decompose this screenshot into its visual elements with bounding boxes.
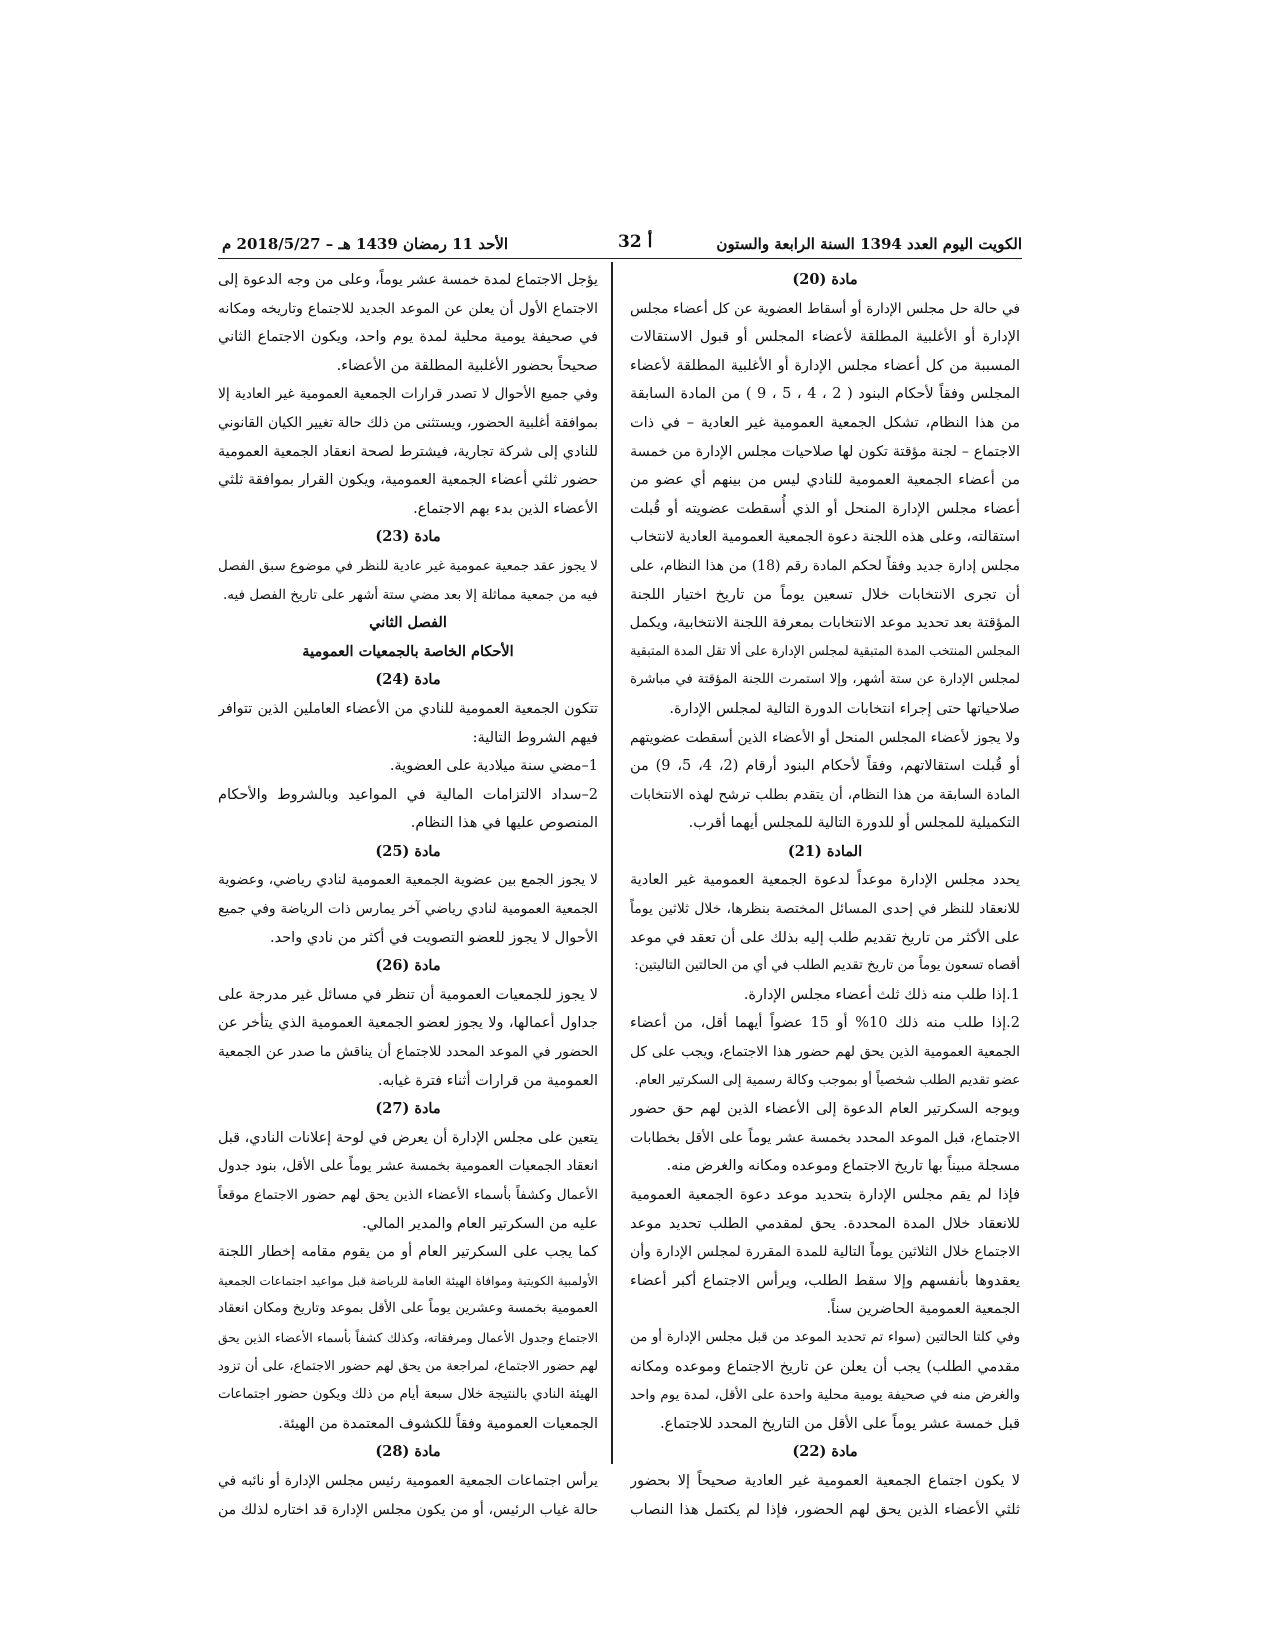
text-line: ثلثي الأعضاء الذين يحق لهم الحضور، فإذا لم يكتمل هذا النصاب (630, 1501, 1020, 1518)
right-column (630, 266, 1020, 1524)
text-line: الهيئة النادي بالنتيجة خلال سبعة أيام من ذلك ويكون حضور اجتماعات (218, 1387, 598, 1403)
text-line: لا يجوز للجمعيات العمومية أن تنظر في مسائل غير مدرجة على (218, 986, 598, 1003)
article-heading: الفصل الثاني (369, 614, 447, 632)
article-heading: مادة (23) (375, 528, 441, 546)
text-line: لا يجوز عقد جمعية عمومية غير عادية للنظر في موضوع سبق الفصل (218, 557, 598, 574)
text-line: أن تجرى الانتخابات خلال تسعين يوماً من تاريخ اختيار اللجنة (630, 586, 1020, 603)
article-heading: مادة (25) (375, 842, 441, 860)
text-line: الأعمال وكشفاً بأسماء الأعضاء الذين يحق لهم حضور الاجتماع موقعاً (218, 1187, 598, 1203)
text-line: الأعضاء الذين بدء بهم الاجتماع. (413, 500, 598, 517)
text-line: صحيحاً بحضور الأغلبية المطلقة من الأعضاء. (336, 357, 598, 374)
text-line: يؤجل الاجتماع لمدة خمسة عشر يوماً، وعلى من وجه الدعوة إلى (218, 272, 598, 288)
text-line: مقدمي الطلب) يجب أن يعلن عن تاريخ الاجتماع وموعده ومكانه (630, 1358, 1020, 1375)
text-line: الجمعية العمومية لنادي رياضي آخر يمارس ذات الرياضة وفي جميع (218, 901, 598, 918)
text-line: يعقدوها بأنفسهم وإلا سقط الطلب، ويرأس الاجتماع أكبر أعضاء (630, 1272, 1020, 1289)
text-line: فيه من جمعية مماثلة إلا بعد مضي ستة أشهر على تاريخ الفصل فيه. (222, 586, 598, 603)
text-line: لهم حضور الاجتماع، لمراجعة من يحق لهم حضور الاجتماع، على أن تزود (218, 1358, 598, 1374)
article-heading: مادة (28) (375, 1443, 441, 1461)
header-page-number: أ 32 (618, 232, 653, 252)
text-line: ولا يجوز لأعضاء المجلس المنحل أو الأعضاء الذين أسقطت عضويتهم (630, 729, 1020, 746)
text-line: جداول أعمالها، ولا يجوز لعضو الجمعية العمومية الذي يتأخر عن (218, 1015, 598, 1032)
header-date: الأحد 11 رمضان 1439 هـ – 2018/5/27 م (222, 235, 509, 253)
text-line: يحدد مجلس الإدارة موعداً لدعوة الجمعية العمومية غير العادية (630, 872, 1020, 889)
text-line: الاجتماع – لجنة مؤقتة تكون لها صلاحيات مجلس الإدارة من خمسة (630, 443, 1020, 460)
text-line: الاجتماع، قبل الموعد المحدد بخمسة عشر يوماً على الأقل بخطابات (630, 1129, 1020, 1146)
text-line: أعضاء مجلس الإدارة المنحل أو الذي أُسقطت عضويته أو قُبلت (630, 500, 1020, 517)
text-line: العمومية من قرارات أثناء فترة غيابه. (377, 1072, 598, 1089)
text-line: وفي كلتا الحالتين (سواء تم تحديد الموعد من قبل مجلس الإدارة أو من (630, 1329, 1020, 1345)
article-heading: مادة (24) (375, 671, 441, 689)
text-line: من أعضاء الجمعية العمومية للنادي ليس من بينهم أي عضو من (630, 472, 1020, 489)
text-line: أقصاه تسعون يوماً من تاريخ تقديم الطلب في أي من الحالتين التاليتين: (634, 958, 1020, 974)
article-heading: الأحكام الخاصة بالجمعيات العمومية (302, 642, 514, 660)
text-line: كما يجب على السكرتير العام أو من يقوم مقامه إخطار اللجنة (218, 1244, 598, 1261)
text-line: على الأكثر من تاريخ تقديم طلب إليه بذلك على أن تعقد في موعد (630, 929, 1020, 946)
text-line: عليه من السكرتير العام والمدير المالي. (362, 1215, 598, 1232)
text-line: الجمعيات العمومية وفقاً للكشوف المعتمدة من الهيئة. (278, 1415, 598, 1432)
text-line: الحضور في الموعد المحدد للاجتماع أن يناقش ما صدر عن الجمعية (218, 1044, 598, 1061)
article-heading: مادة (27) (375, 1100, 441, 1118)
text-line: لا يجوز الجمع بين عضوية الجمعية العمومية لنادي رياضي، وعضوية (218, 872, 598, 889)
text-line: في صحيفة يومية محلية لمدة يوم واحد، ويكون الاجتماع الثاني (218, 329, 598, 346)
text-line: من هذا النظام، تشكل الجمعية العمومية غير العادية – في ذات (630, 414, 1020, 431)
text-line: الاجتماع الأول أن يعلن عن الموعد الجديد للاجتماع وتاريخه ومكانه (218, 300, 598, 317)
text-line: الأحوال لا يجوز للعضو التصويت في أكثر من نادي واحد. (270, 929, 598, 946)
text-line: حالة غياب الرئيس، أو من يكون مجلس الإدارة قد اختاره لذلك من (218, 1501, 598, 1518)
text-line: 2–سداد الالتزامات المالية في المواعيد وبالشروط والأحكام (218, 786, 598, 803)
text-line: ويوجه السكرتير العام الدعوة إلى الأعضاء الذين لهم حق حضور (630, 1101, 1020, 1118)
article-heading: مادة (22) (792, 1443, 858, 1461)
text-line: للنادي إلى شركة تجارية، فيشترط لصحة انعقاد الجمعية العمومية (218, 443, 598, 460)
text-line: المادة السابقة من هذا النظام، أن يتقدم بطلب ترشح لهذه الانتخابات (630, 786, 1020, 803)
text-line: 2.إذا طلب منه ذلك 10% أو 15 عضواً أيهما أقل، من أعضاء (630, 1015, 1020, 1032)
text-line: 1–مضي سنة ميلادية على العضوية. (389, 758, 598, 775)
text-line: الاجتماع خلال الثلاثين يوماً التالية للمدة المقررة لمجلس الإدارة وأن (630, 1244, 1020, 1261)
text-line: الاجتماع وجدول الأعمال ومرفقاته، وكذلك كشفاً بأسماء الأعضاء الذين يحق (218, 1330, 598, 1345)
text-line: قبل خمسة عشر يوماً على الأقل من التاريخ المحدد للاجتماع. (659, 1415, 1020, 1432)
text-line: الجمعية العمومية الذين يحق لهم حضور هذا الاجتماع، ويجب على كل (630, 1044, 1020, 1061)
text-line: للانعقاد للنظر في إحدى المسائل المختصة بنظرها، خلال ثلاثين يوماً (630, 901, 1020, 918)
text-line: الإدارة أو الأغلبية المطلقة لأعضاء المجلس أو قبول الاستقالات (630, 329, 1020, 346)
page-header (218, 228, 1022, 259)
text-line: المنصوص عليها في هذا النظام. (410, 815, 598, 832)
header-gazette-issue: الكويت اليوم العدد 1394 السنة الرابعة والستون (716, 235, 1022, 253)
text-line: المجلس المنتخب المدة المتبقية لمجلس الإدارة على ألا تقل المدة المتبقية (630, 643, 1020, 659)
text-line: يتعين على مجلس الإدارة أن يعرض في لوحة إعلانات النادي، قبل (218, 1129, 598, 1146)
text-line: التكميلية للمجلس أو للدورة التالية للمجلس أيهما أقرب. (688, 815, 1020, 832)
text-line: الأولمبية الكويتية وموافاة الهيئة العامة للرياضة قبل مواعيد اجتماعات الجمعية (218, 1273, 598, 1288)
text-line: حضور ثلثي أعضاء الجمعية العمومية، ويكون القرار بموافقة ثلثي (218, 472, 598, 489)
text-line: أو قُبلت استقالاتهم، وفقاً لأحكام البنود أرقام (2، 4، 5، 9) من (630, 758, 1020, 775)
text-line: الجمعية العمومية الحاضرين سناً. (826, 1301, 1020, 1318)
text-line: فيهم الشروط التالية: (472, 729, 598, 746)
text-line: مسجلة مبيناً بها تاريخ الاجتماع وموعده ومكانه والغرض منه. (666, 1158, 1020, 1175)
text-line: فإذا لم يقم مجلس الإدارة بتحديد موعد دعوة الجمعية العمومية (630, 1187, 1020, 1203)
text-line: 1.إذا طلب منه ذلك ثلث أعضاء مجلس الإدارة. (743, 986, 1020, 1003)
text-line: بموافقة أغلبية الحضور، ويستثنى من ذلك حالة تغيير الكيان القانوني (218, 414, 598, 431)
article-heading: مادة (26) (375, 957, 441, 975)
text-line: لمجلس الإدارة عن ستة أشهر، وإلا استمرت اللجنة المؤقتة في مباشرة (630, 672, 1020, 688)
text-line: تتكون الجمعية العمومية للنادي من الأعضاء العاملين الذين تتوافر (218, 700, 598, 717)
text-line: المجلس وفقاً لأحكام البنود ( 2 ، 4 ، 5 ، 9 ) من المادة السابقة (630, 386, 1020, 403)
article-heading: مادة (20) (792, 271, 858, 288)
text-line: المؤقتة بعد تحديد موعد الانتخابات بمعرفة اللجنة الانتخابية، ويكمل (630, 615, 1020, 632)
text-line: يرأس اجتماعات الجمعية العمومية رئيس مجلس الإدارة أو نائبه في (218, 1472, 598, 1489)
text-line: انعقاد الجمعيات العمومية بخمسة عشر يوماً على الأقل، بنود جدول (218, 1158, 598, 1175)
text-line: استقالته، وعلى هذه اللجنة دعوة الجمعية العمومية العادية لانتخاب (630, 529, 1020, 546)
text-line: عضو تقديم الطلب شخصياً أو بموجب وكالة رسمية إلى السكرتير العام. (634, 1072, 1020, 1088)
article-heading: المادة (21) (787, 842, 863, 860)
left-column (218, 266, 598, 1524)
text-line: وفي جميع الأحوال لا تصدر قرارات الجمعية العمومية غير العادية إلا (218, 386, 598, 403)
text-line: لا يكون اجتماع الجمعية العمومية غير العادية صحيحاً إلا بحضور (630, 1472, 1020, 1489)
text-line: مجلس إدارة جديد وفقاً لحكم المادة رقم (18) من هذا النظام، على (630, 557, 1020, 574)
text-line: المسببة من كل أعضاء مجلس الإدارة أو الأغلبية المطلقة لأعضاء (630, 357, 1020, 374)
text-line: للانعقاد خلال المدة المحددة. يحق لمقدمي الطلب تحديد موعد (630, 1215, 1020, 1232)
text-line: صلاحياتها حتى إجراء انتخابات الدورة التالية لمجلس الإدارة. (669, 700, 1020, 717)
text-line: العمومية بخمسة وعشرين يوماً على الأقل بموعد وتاريخ ومكان انعقاد (218, 1301, 598, 1317)
column-divider (611, 262, 613, 1464)
text-line: والغرض منه في صحيفة يومية محلية واحدة على الأقل، لمدة يوم واحد (630, 1387, 1020, 1404)
text-line: في حالة حل مجلس الإدارة أو أسقاط العضوية عن كل أعضاء مجلس (630, 300, 1020, 317)
